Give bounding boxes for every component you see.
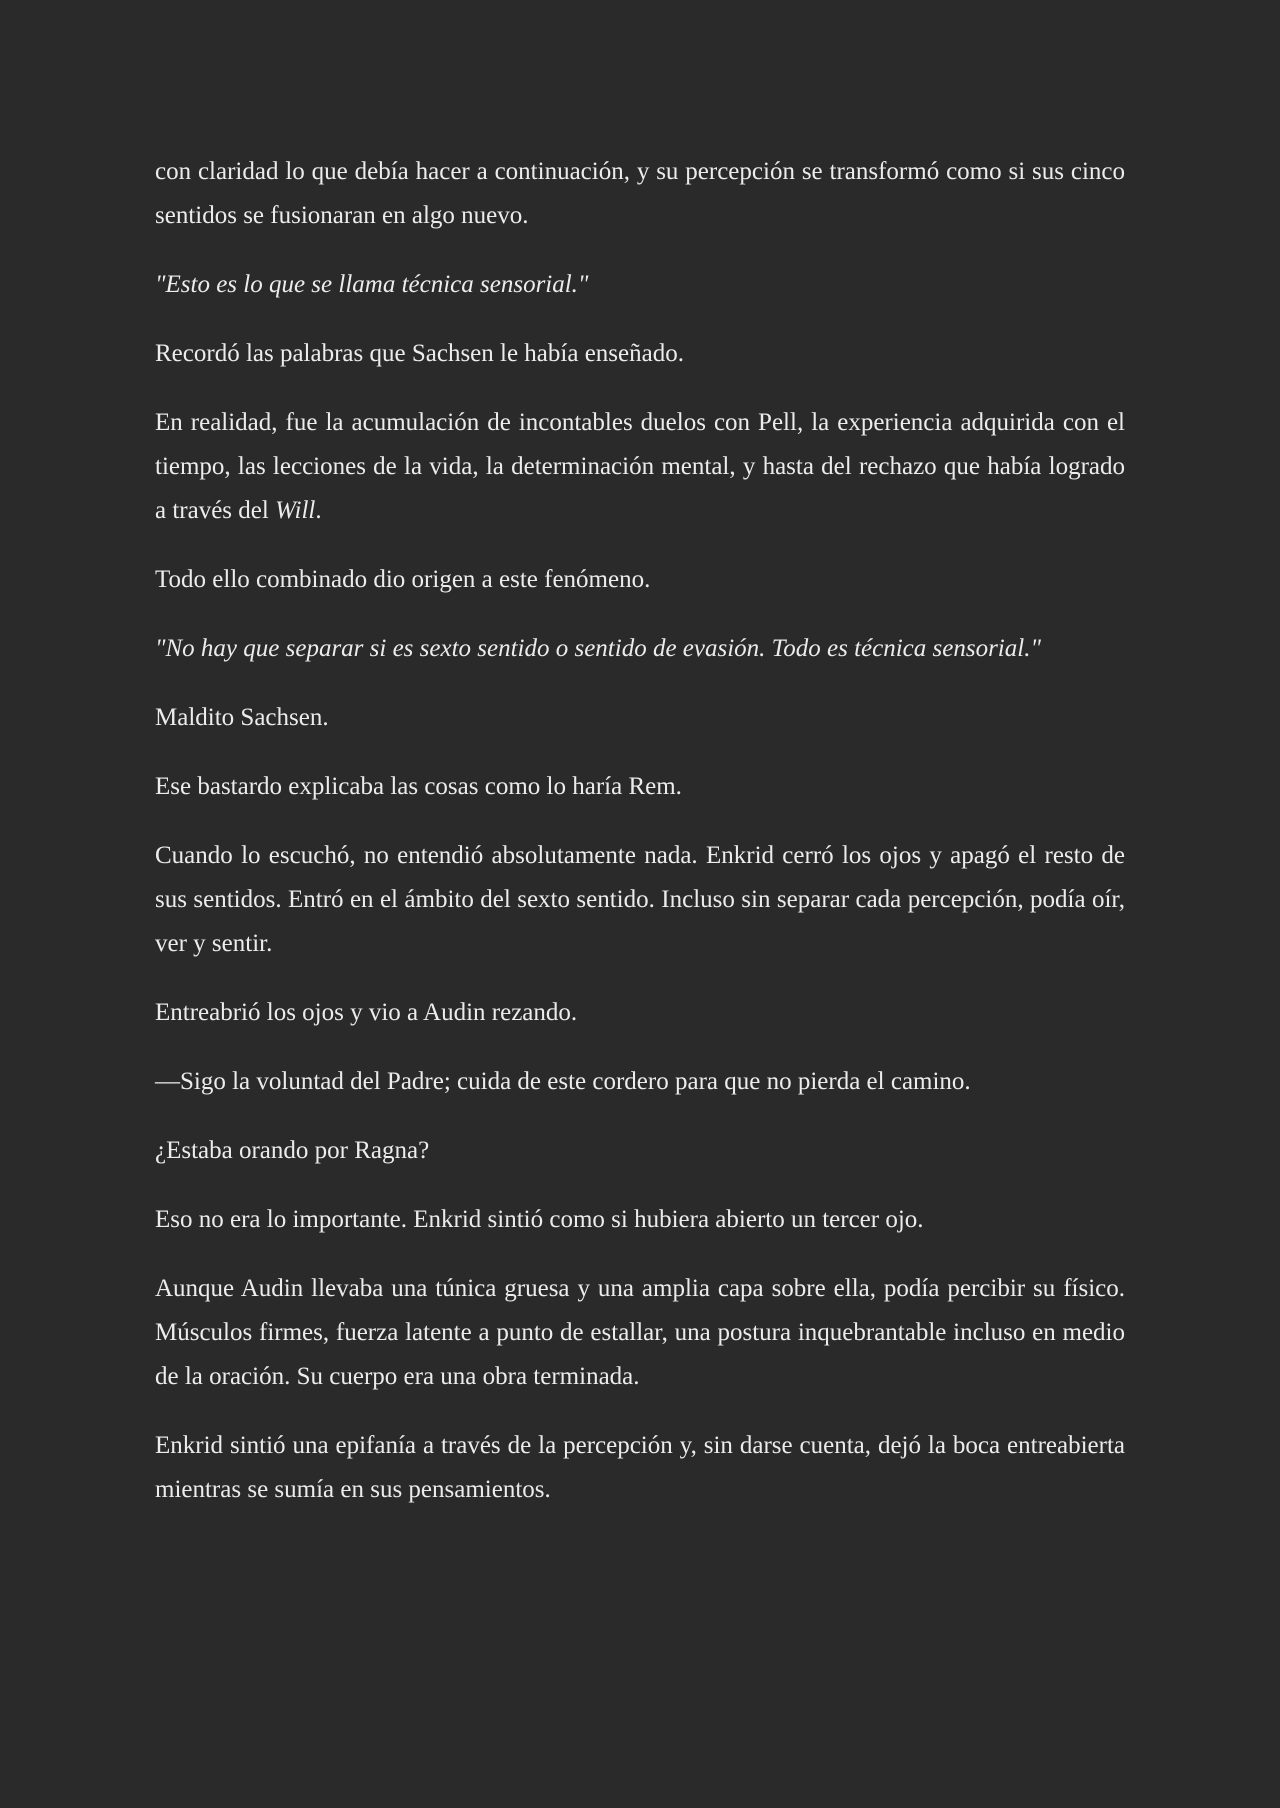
- paragraph: Ese bastardo explicaba las cosas como lo haría Rem.: [155, 773, 682, 800]
- paragraph: con claridad lo que debía hacer a continuación, y su percepción se transformó como si sus cinco sentidos se fusionaran en algo nuevo.: [155, 158, 1125, 229]
- paragraph: Recordó las palabras que Sachsen le había enseñado.: [155, 340, 684, 367]
- paragraph: ¿Estaba orando por Ragna?: [155, 1137, 430, 1164]
- italic-quote: "No hay que separar si es sexto sentido o sentido de evasión. Todo es técnica sensorial.": [155, 635, 1041, 662]
- paragraph: [155, 401, 1125, 533]
- paragraph: Cuando lo escuchó, no entendió absolutamente nada. Enkrid cerró los ojos y apagó el resto de sus sentidos. Entró en el ámbito del sexto sentido. Incluso sin separar cada percepción, podía oír, ver y sentir.: [155, 842, 1125, 957]
- italic-quote: "Esto es lo que se llama técnica sensorial.": [155, 271, 589, 298]
- document-body: [155, 150, 1125, 1537]
- paragraph: Todo ello combinado dio origen a este fenómeno.: [155, 566, 651, 593]
- paragraph: Eso no era lo importante. Enkrid sintió como si hubiera abierto un tercer ojo.: [155, 1206, 924, 1233]
- paragraph: Enkrid sintió una epifanía a través de la percepción y, sin darse cuenta, dejó la boca entreabierta mientras se sumía en sus pensamientos.: [155, 1432, 1125, 1503]
- paragraph: Entreabrió los ojos y vio a Audin rezando.: [155, 999, 578, 1026]
- paragraph: Maldito Sachsen.: [155, 704, 329, 731]
- emphasized-word: Will: [275, 497, 316, 524]
- dialogue-line: —Sigo la voluntad del Padre; cuida de este cordero para que no pierda el camino.: [155, 1068, 971, 1095]
- paragraph-text: .: [315, 497, 322, 524]
- paragraph: Aunque Audin llevaba una túnica gruesa y una amplia capa sobre ella, podía percibir su físico. Músculos firmes, fuerza latente a punto de estallar, una postura inquebrantable incluso en medio de la oración. Su cuerpo era una obra terminada.: [155, 1275, 1125, 1390]
- paragraph-text: En realidad, fue la acumulación de incontables duelos con Pell, la experiencia adquirida con el tiempo, las lecciones de la vida, la determinación mental, y hasta del rechazo que había logrado a través del: [155, 409, 1125, 524]
